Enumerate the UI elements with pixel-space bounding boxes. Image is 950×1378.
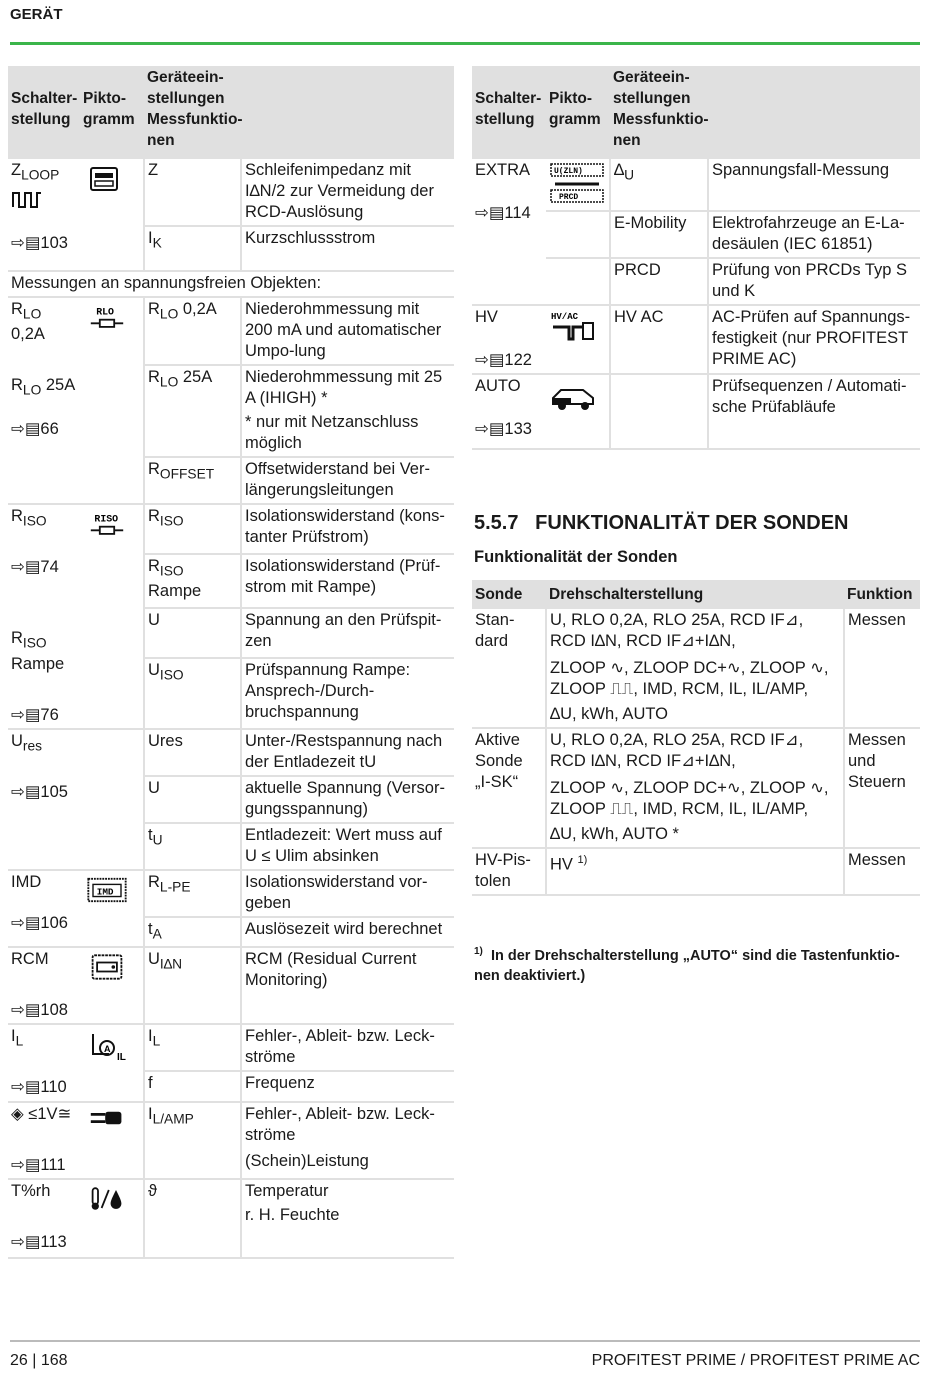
rcm-pictogram [80,947,144,1024]
hv-probe: HV-Pis-tolen [472,848,546,895]
page-ref: ⇨▤74 [11,558,59,577]
u2-setting: U [144,776,241,823]
svg-text:HV/AC: HV/AC [551,312,579,322]
clamp-meter-icon [89,1108,125,1128]
riso-pictogram [80,504,144,729]
svg-text:IMD: IMD [96,886,114,898]
prcd-pictogram [546,258,610,305]
col-header-geraet: Geräteein- stellungen Messfunktio- nen [613,69,709,149]
col-header-drehschalter: Drehschalterstellung [549,586,704,603]
u2-description: aktuelle Spannung (Versor-gungsspannung) [241,776,454,823]
rlo-resistor-icon [89,303,125,331]
riso-description: Isolationswiderstand (kons-tanter Prüfstrom) [241,504,454,554]
ures-setting: Ures [144,729,241,776]
ik-description: Kurzschlussstrom [241,226,454,271]
auto-description: Prüfsequenzen / Automati-sche Prüfabläufe [708,374,920,449]
rlo2-description: Niederohmmessung mit 25 A (IHIGH) * [241,365,454,411]
svg-text:PRCD: PRCD [559,193,579,202]
tu-setting: $t_U$ [144,823,241,870]
right-function-table [472,66,920,450]
du-setting: $\Delta_U$ [610,159,708,211]
prcd-description: Prüfung von PRCDs Typ S und K [708,258,920,305]
col-header-pikto: Pikto- gramm [83,90,135,128]
active-positions: U, RLO 0,2A, RLO 25A, RCD IF⊿, RCD I∆N, RCD IF⊿+I∆N, ZLOOP ∿, ZLOOP DC+∿, ZLOOP ∿, ZLOOP ⎍⎍, IMD, RCM, IL, IL/AMP, ∆U, kWh, AUTO * [546,728,844,848]
trh-pictogram [80,1179,144,1258]
page-ref: ⇨▤122 [475,351,532,369]
svg-text:IL: IL [117,1051,126,1063]
page-ref: ⇨▤103 [11,234,68,253]
prcd-setting: PRCD [610,258,708,305]
amp-pictogram [80,1102,144,1179]
extra-pictogram [546,159,610,211]
rcm-device-icon [89,953,125,981]
z-setting: Z [144,159,241,226]
rlpe-description: Isolationswiderstand vor-geben [241,870,454,917]
square-wave-icon [11,189,43,211]
ures-position: $U_{res}$ ⇨▤105 [8,729,80,870]
zloop-device-icon [89,164,119,194]
col-header-schalter: Schalter- stellung [11,90,78,128]
roffset-setting: $R_{OFFSET}$ [144,457,241,504]
uiso-description: Prüfspannung Rampe: Ansprech-/Durch-bruchspannung [241,658,454,729]
extra-position: EXTRA ⇨▤114 [472,159,546,305]
rlo-pictogram [80,297,144,504]
rcm-position: RCM ⇨▤108 [8,947,80,1024]
hv-pistol-icon [549,309,597,343]
probe-icon: ◈ [11,1104,24,1123]
du-description: Spannungsfall-Messung [708,159,920,211]
page-header: GERÄT [10,6,63,23]
probe-table-header [472,580,920,609]
page-ref: ⇨▤111 [11,1155,66,1174]
span-row-spannungsfrei: Messungen an spannungsfreien Objekten: [8,271,454,297]
auto-position: AUTO ⇨▤133 [472,374,546,449]
car-icon [549,382,597,412]
rlo2-setting: $R_{LO}$ 25A [144,365,241,457]
auto-setting [610,374,708,449]
riso-position: $R_{ISO}$ ⇨▤74 $R_{ISO}$ Rampe ⇨▤76 [8,504,80,729]
product-name: PROFITEST PRIME / PROFITEST PRIME AC [591,1352,920,1369]
page-ref: ⇨▤66 [11,419,59,438]
hum-setting [144,1204,241,1258]
hv-pictogram [546,305,610,374]
col-header-schalter: Schalter- stellung [475,90,542,128]
thermometer-drop-icon [89,1185,125,1213]
emob-pictogram [546,211,610,258]
hvac-description: AC-Prüfen auf Spannungs-festigkeit (nur PROFITEST PRIME AC) [708,305,920,374]
page-ref: ⇨▤114 [475,204,531,222]
hv-positions: HV $^{1)}$ [546,848,844,895]
footnote: $^{1)}$ In der Drehschalterstellung „AUTO“ sind die Tastenfunktio-nen deaktiviert.) [474,946,900,984]
svg-text:RLO: RLO [96,306,114,318]
imd-device-icon [85,876,129,904]
il-pictogram [80,1024,144,1102]
standard-probe: Stan-dard [472,609,546,728]
current-clamp-icon [89,1030,133,1064]
ta-setting: $t_A$ [144,917,241,947]
riso-setting: $R_{ISO}$ [144,504,241,554]
zloop-pictogram [80,159,144,271]
auto-pictogram [546,374,610,449]
imd-position: IMD ⇨▤106 [8,870,80,947]
ta-description: Auslösezeit wird berechnet [241,917,454,947]
temp-setting: ϑ [144,1179,241,1204]
uidn-setting: $U_{I\Delta N}$ [144,947,241,1024]
right-table-header [472,66,920,159]
col-header-sonde: Sonde [475,586,523,603]
active-function: Messen und Steuern [844,728,920,848]
page-ref: ⇨▤133 [475,420,532,438]
active-probe: Aktive Sonde „I-SK“ [472,728,546,848]
ures-description: Unter-/Restspannung nach der Entladezeit tU [241,729,454,776]
ik-setting: $I_K$ [144,226,241,271]
section-heading: 5.5.7 FUNKTIONALITÄT DER SONDEN [474,512,849,534]
il-position: $I_L$ ⇨▤110 [8,1024,80,1102]
imd-pictogram [80,870,144,947]
u-setting: U [144,608,241,658]
hum-description: r. H. Feuchte [241,1204,454,1258]
page-number: 26 | 168 [10,1352,68,1369]
section-subheading: Funktionalität der Sonden [474,548,678,566]
u-description: Spannung an den Prüfspit-zen [241,608,454,658]
left-function-table [8,66,454,1259]
page-ref: ⇨▤105 [11,782,68,801]
zloop-position: $Z_{LOOP}$ ⇨▤103 [8,159,80,271]
il-setting: $I_L$ [144,1024,241,1071]
page-ref: ⇨▤106 [11,913,68,932]
tu-description: Entladezeit: Wert muss auf U ≤ Ulim absinken [241,823,454,870]
f-setting: f [144,1071,241,1102]
ilamp-description: Fehler-, Ableit- bzw. Leck-ströme (Schein)Leistung [241,1102,454,1179]
rlo2-note: * nur mit Netzanschluss möglich [241,411,454,457]
col-header-pikto: Pikto- gramm [549,90,601,128]
emob-setting: E-Mobility [610,211,708,258]
roffset-description: Offsetwiderstand bei Ver-längerungsleitungen [241,457,454,504]
hvac-setting: HV AC [610,305,708,374]
rlo-position: $R_{LO}$ 0,2A $R_{LO}$ 25A ⇨▤66 [8,297,80,504]
ures-pictogram [80,729,144,870]
col-header-geraet: Geräteein- stellungen Messfunktio- nen [147,69,243,149]
temp-description: Temperatur [241,1179,454,1204]
emob-description: Elektrofahrzeuge an E-La-desäulen (IEC 61851) [708,211,920,258]
svg-text:A: A [104,1043,111,1054]
amp-position: ◈ ≤1V≅ ⇨▤111 [8,1102,80,1179]
probe-function-table [472,580,920,896]
f-description: Frequenz [241,1071,454,1102]
riso-ramp-setting: $R_{ISO}$ Rampe [144,554,241,608]
il-description: Fehler-, Ableit- bzw. Leck-ströme [241,1024,454,1071]
hv-position: HV ⇨▤122 [472,305,546,374]
uidn-description: RCM (Residual Current Monitoring) [241,947,454,1024]
riso-resistor-icon [89,510,125,538]
header-rule [10,42,920,45]
col-header-funktion: Funktion [847,586,913,603]
svg-text:U(ZLN): U(ZLN) [554,167,583,176]
page-ref: ⇨▤108 [11,1000,68,1019]
uiso-setting: $U_{ISO}$ [144,658,241,729]
page-ref: ⇨▤76 [11,705,59,724]
rlo1-setting: $R_{LO}$ 0,2A [144,297,241,365]
footer-rule [10,1340,920,1342]
standard-function: Messen [844,609,920,728]
ilamp-setting: $I_{L/AMP}$ [144,1102,241,1179]
z-description: Schleifenimpedanz mit I∆N/2 zur Vermeidung der RCD-Auslösung [241,159,454,226]
svg-text:RISO: RISO [94,513,119,525]
rlo1-description: Niederohmmessung mit 200 mA und automatischer Umpo-lung [241,297,454,365]
riso-ramp-description: Isolationswiderstand (Prüf-strom mit Rampe) [241,554,454,608]
trh-position: T%rh ⇨▤113 [8,1179,80,1258]
hv-function: Messen [844,848,920,895]
page-ref: ⇨▤113 [11,1232,67,1251]
extra-menu-icon [549,162,605,208]
page-ref: ⇨▤110 [11,1078,67,1097]
left-table-header [8,66,454,159]
standard-positions: U, RLO 0,2A, RLO 25A, RCD IF⊿, RCD I∆N, RCD IF⊿+I∆N, ZLOOP ∿, ZLOOP DC+∿, ZLOOP ∿, ZLOOP ⎍⎍, IMD, RCM, IL, IL/AMP, ∆U, kWh, AUTO [546,609,844,728]
rlpe-setting: $R_{L-PE}$ [144,870,241,917]
